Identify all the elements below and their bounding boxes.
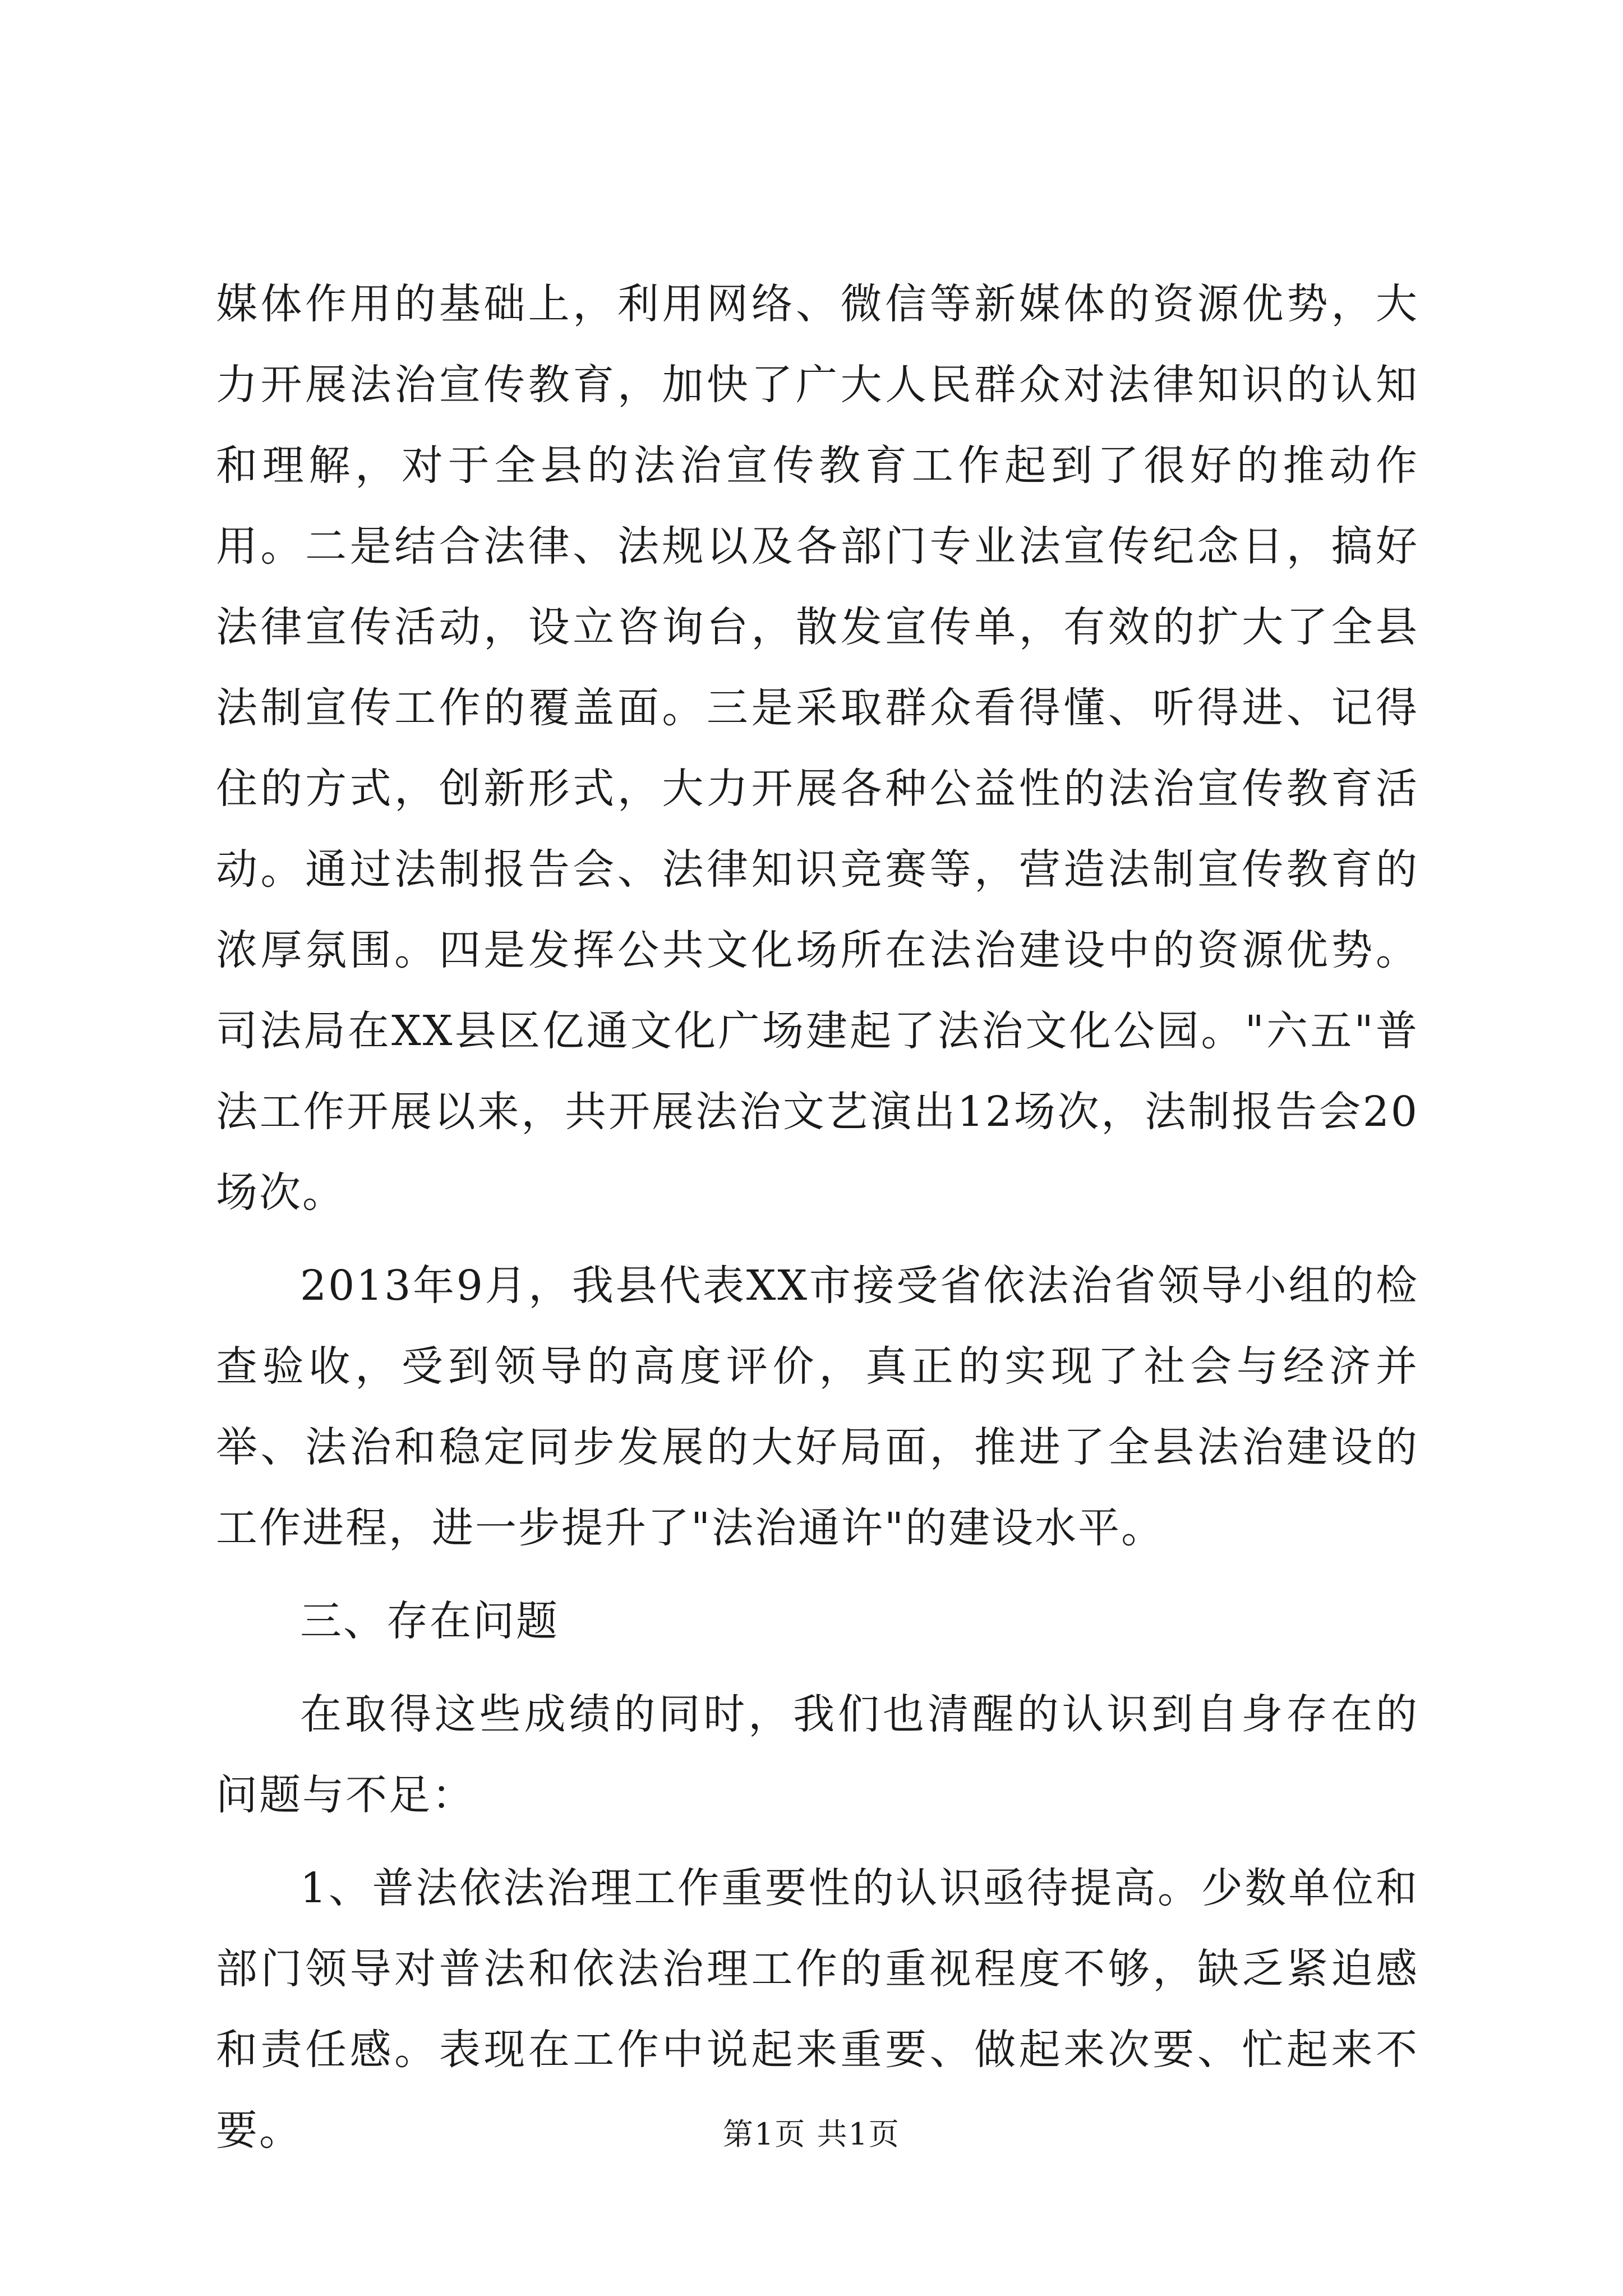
section-heading-problems: 三、存在问题 xyxy=(300,1597,559,1645)
page-footer: 第1页 共1页 xyxy=(723,2116,900,2152)
document-body xyxy=(216,264,1419,2171)
paragraph-inspection-2013: 2013年9月，我县代表XX市接受省依法治省领导小组的检查验收，受到领导的高度评价，真正的实现了社会与经济并举、法治和稳定同步发展的大好局面，推进了全县法治建设的工作进程，进一步提升了"法治通许"的建设水平。 xyxy=(216,1262,1419,1552)
paragraph-media-publicity: 媒体作用的基础上，利用网络、微信等新媒体的资源优势，大力开展法治宣传教育，加快了广大人民群众对法律知识的认知和理解，对于全县的法治宣传教育工作起到了很好的推动作用。二是结合法律、法规以及各部门专业法宣传纪念日，搞好法律宣传活动，设立咨询台，散发宣传单，有效的扩大了全县法制宣传工作的覆盖面。三是采取群众看得懂、听得进、记得住的方式，创新形式，大力开展各种公益性的法治宣传教育活动。通过法制报告会、法律知识竞赛等，营造法制宣传教育的浓厚氛围。四是发挥公共文化场所在法治建设中的资源优势。司法局在XX县区亿通文化广场建起了法治文化公园。"六五"普法工作开展以来，共开展法治文艺演出12场次，法制报告会20场次。 xyxy=(216,280,1419,1217)
paragraph-problems-intro: 在取得这些成绩的同时，我们也清醒的认识到自身存在的问题与不足： xyxy=(216,1690,1419,1819)
paragraph-problem-1: 1、普法依法治理工作重要性的认识亟待提高。少数单位和部门领导对普法和依法治理工作的重视程度不够，缺乏紧迫感和责任感。表现在工作中说起来重要、做起来次要、忙起来不要。 xyxy=(216,1864,1419,2155)
